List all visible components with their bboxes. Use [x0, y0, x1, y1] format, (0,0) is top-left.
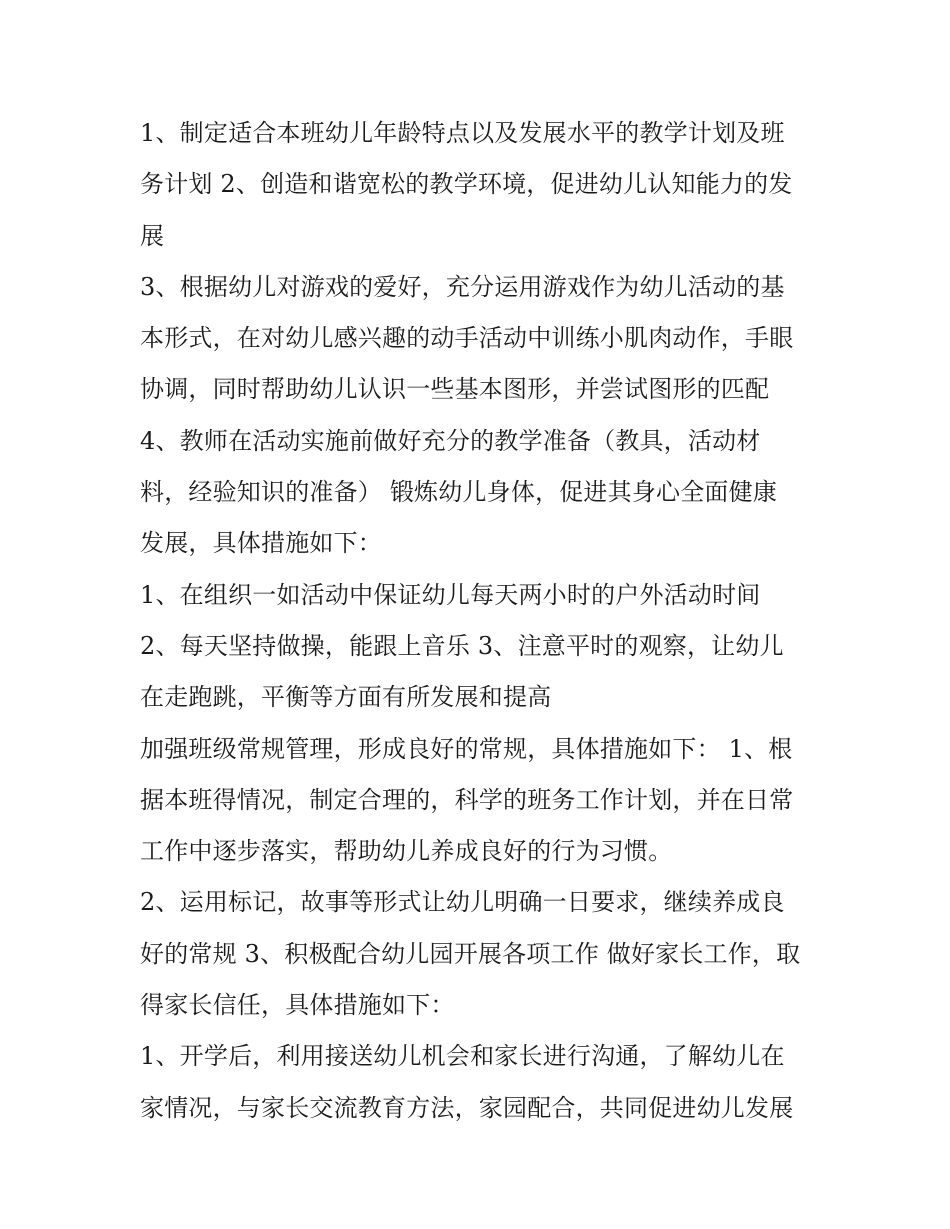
document-body [140, 108, 820, 1134]
text-line: 加强班级常规管理，形成良好的常规，具体措施如下： 1、根 [140, 734, 793, 763]
text-line: 1、在组织一如活动中保证幼儿每天两小时的户外活动时间 [140, 580, 761, 609]
text-line: 4、教师在活动实施前做好充分的教学准备（教具，活动材 [140, 426, 761, 455]
text-line: 2、每天坚持做操，能跟上音乐 3、注意平时的观察，让幼儿 [140, 631, 784, 660]
text-line: 1、制定适合本班幼儿年龄特点以及发展水平的教学计划及班 [140, 119, 785, 147]
text-line: 发展，具体措施如下： [140, 529, 382, 558]
text-line: 在走跑跳，平衡等方面有所发展和提高 [140, 683, 552, 712]
text-line: 得家长信任，具体措施如下： [140, 991, 455, 1020]
text-line: 3、根据幼儿对游戏的爱好，充分运用游戏作为幼儿活动的基 [140, 272, 785, 301]
text-line: 协调，同时帮助幼儿认识一些基本图形，并尝试图形的匹配 [140, 375, 770, 404]
text-line: 务计划 2、创造和谐宽松的教学环境，促进幼儿认知能力的发 [140, 170, 793, 199]
text-line: 好的常规 3、积极配合幼儿园开展各项工作 做好家长工作，取 [140, 939, 801, 968]
text-line: 家情况，与家长交流教育方法，家园配合，共同促进幼儿发展 [140, 1093, 794, 1122]
text-line: 料，经验知识的准备） 锻炼幼儿身体，促进其身心全面健康 [140, 478, 778, 507]
text-line: 1、开学后，利用接送幼儿机会和家长进行沟通，了解幼儿在 [140, 1042, 785, 1071]
text-line: 据本班得情况，制定合理的，科学的班务工作计划，并在日常 [140, 785, 794, 814]
text-line: 本形式，在对幼儿感兴趣的动手活动中训练小肌肉动作，手眼 [140, 324, 794, 353]
text-line: 2、运用标记，故事等形式让幼儿明确一日要求，继续养成良 [140, 888, 785, 917]
text-line: 展 [140, 221, 165, 250]
text-line: 工作中逐步落实，帮助幼儿养成良好的行为习惯。 [140, 837, 673, 866]
